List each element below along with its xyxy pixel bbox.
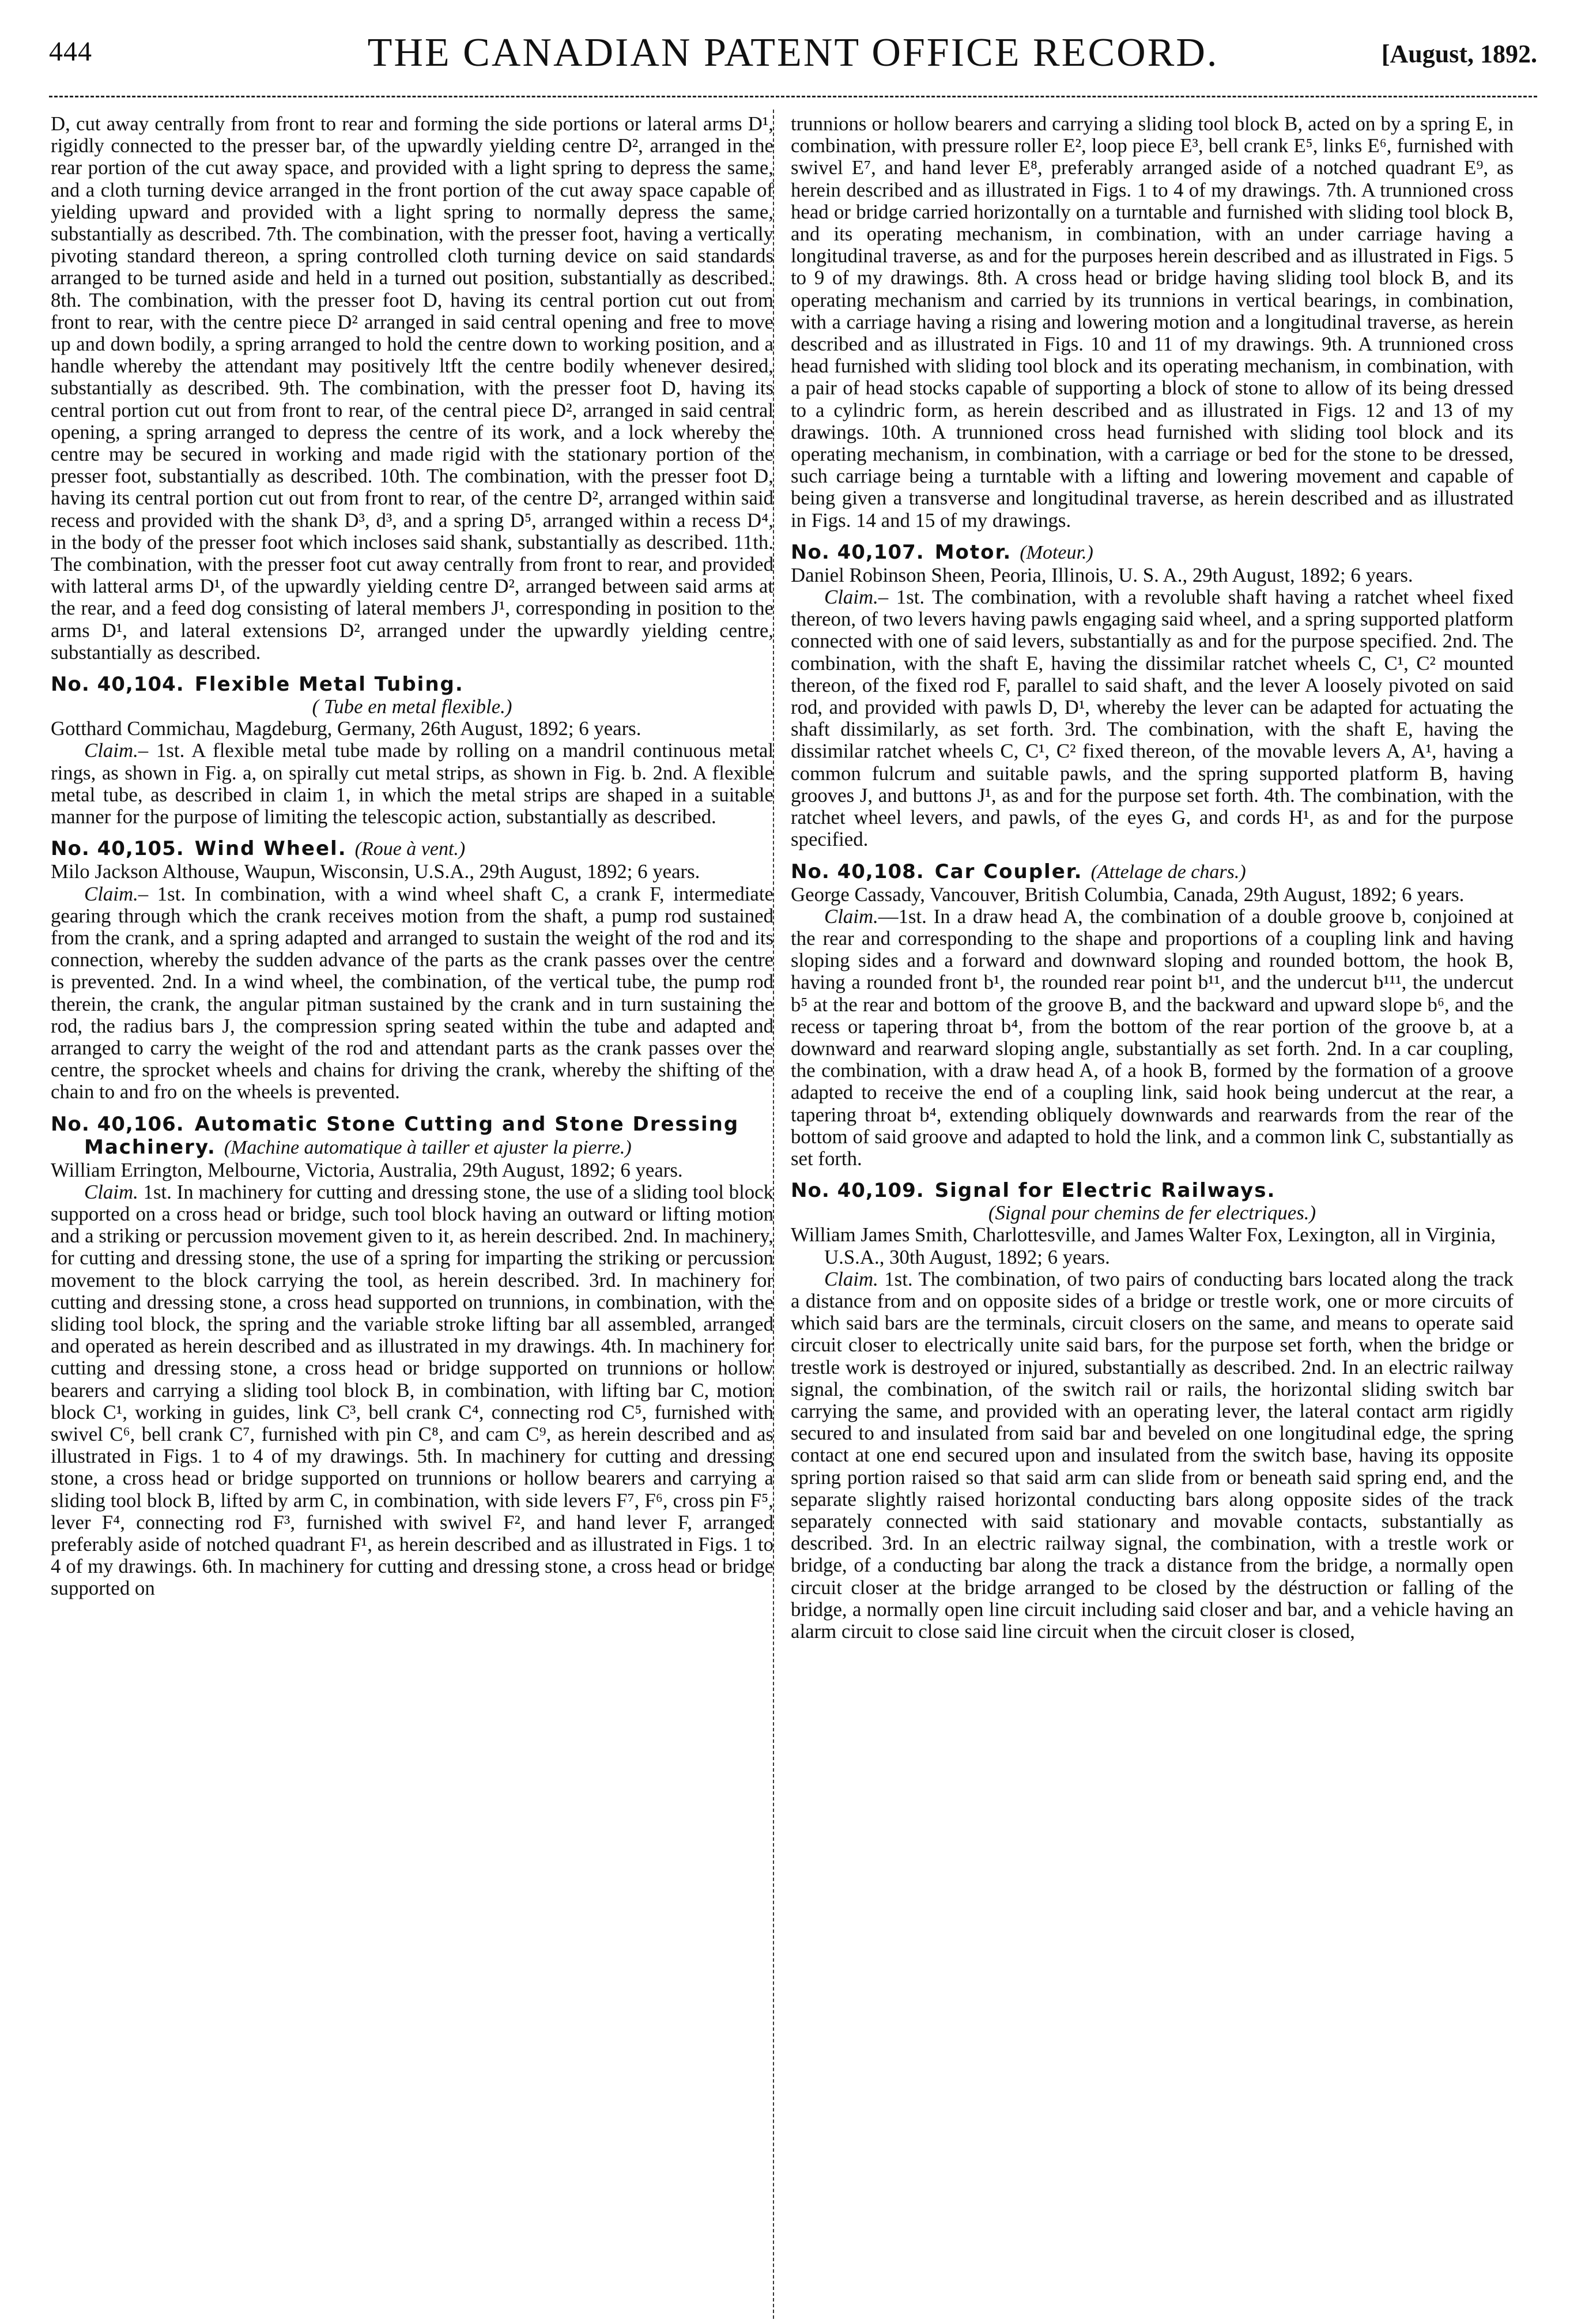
- french-title: (Signal pour chemins de fer electriques.): [988, 1201, 1316, 1225]
- french-title: (Machine automatique à tailler et ajuster la pierre.): [224, 1136, 632, 1158]
- claim-text: [791, 906, 1514, 1170]
- left-column: [51, 113, 773, 1600]
- inventor-line: Milo Jackson Althouse, Waupun, Wisconsin, U.S.A., 29th August, 1892; 6 years.: [51, 860, 700, 883]
- claim-text: [51, 883, 773, 1103]
- patent-number: No. 40,109.: [791, 1179, 924, 1203]
- masthead: [49, 30, 1537, 76]
- inventor-line: Gotthard Commichau, Magdeburg, Germany, 26th August, 1892; 6 years.: [51, 717, 641, 740]
- patent-entry-40108: [791, 860, 1514, 1170]
- patent-title: Automatic Stone Cutting and Stone Dressing Machinery.: [84, 1112, 739, 1159]
- inventor-line: William James Smith, Charlottesville, and James Walter Fox, Lexington, all in Virginia, U.S.A., 30th August, 1892; 6 years.: [791, 1223, 1496, 1268]
- claim-label: Claim.: [824, 586, 878, 609]
- claim-body: – 1st. A flexible metal tube made by rolling on a mandril continuous metal rings, as shown in Fig. a, on spirally cut metal strips, as shown in Fig. b. 2nd. A flexible metal tube, as described in claim 1, in which the metal strips are shaped in a suitable manner for the purpose of limiting the telescopic action, substantially as described.: [51, 739, 773, 828]
- patent-title: Flexible Metal Tubing.: [194, 673, 464, 696]
- patent-title: Car Coupler.: [934, 860, 1083, 883]
- patent-entry-40104: [51, 673, 773, 828]
- entry-heading: [791, 1179, 1514, 1202]
- french-title: (Moteur.): [1020, 541, 1093, 563]
- inventor-line: Daniel Robinson Sheen, Peoria, Illinois, U. S. A., 29th August, 1892; 6 years.: [791, 563, 1413, 586]
- continued-claims-text: D, cut away centrally from front to rear and forming the side portions or lateral arms D¹, rigidly connected to the presser bar, of the upwardly yielding centre D², arranged in the rear portion of the cut away space, and provided with a light spring to depress the same, and a cloth turning device arranged in the front portion of the cut away space capable of yielding upward and provided with a light spring to normally depress the same, substantially as described. 7th. The combination, with the presser foot, having a vertically pivoting standard thereon, a spring controlled cloth turning device on said standards arranged to be turned aside and held in a turned out position, substantially as described. 8th. The combination, with the presser foot D, having its central portion cut out from front to rear, with the centre piece D² arranged in said central opening and free to move up and down bodily, a spring arranged to hold the centre down to working position, and a handle whereby the attendant may positively ltft the centre bodily whenever desired, substantially as described. 9th. The combination, with the presser foot D, having its central portion cut out from front to rear, of the central piece D², arranged in said central opening, a spring arranged to depress the centre of its work, and a lock whereby the centre may be secured in working and made rigid with the stationary portion of the presser foot, substantially as described. 10th. The combination, with the presser foot D, having its central portion cut out from front to rear, of the centre D², arranged within said recess and provided with the shank D³, d³, and a spring D⁵, arranged within a recess D⁴, in the body of the presser foot which incloses said shank, substantially as described. 11th. The combination, with the presser foot cut away centrally from front to rear, and provided with latteral arms D¹, of the upwardly yielding centre D², arranged between said arms at the rear, and a feed dog consisting of lateral members J¹, corresponding in position to the arms D¹, and lateral extensions D², arranged under the upwardly yielding centre, substantially as described.: [51, 112, 773, 664]
- claim-body: – 1st. In combination, with a wind wheel shaft C, a crank F, intermediate gearing through which the crank receives motion from the shaft, a pump rod sustained from the crank, and a spring adapted and arranged to sustain the weight of the rod and its connection, whereby the sudden advance of the parts as the crank passes over the centre is prevented. 2nd. In a wind wheel, the combination, of the vertical tube, the pump rod therein, the crank, the angular pitman sustained by the crank and in turn sustaining the rod, the radius bars J, the compression spring seated within the tube and adapted and arranged to carry the weight of the rod and attendant parts as the crank passes over the centre, the sprocket wheels and chains for driving the crank, whereby the shifting of the chain to and fro on the wheels is prevented.: [51, 882, 773, 1103]
- french-title: ( Tube en metal flexible.): [312, 695, 512, 718]
- french-title: (Roue à vent.): [354, 838, 466, 860]
- patent-title: Wind Wheel.: [194, 837, 347, 861]
- patent-title: Motor.: [934, 540, 1012, 564]
- entry-heading: [51, 837, 773, 861]
- claim-body: 1st. The combination, of two pairs of conducting bars located along the track a distance from and on opposite sides of a bridge or trestle work, one or more circuits of which said bars are the terminals, circuit closers on the same, and means to operate said circuit closer to electrically unite said bars, for the purpose set forth, when the bridge or trestle work is destroyed or injured, substantially as described. 2nd. In an electric railway signal, the combination, of the switch rail or rails, the horizontal sliding switch bar carrying the same, and provided with an operating lever, the lateral contact arm rigidly secured to and insulated from said bar and beveled on one longitudinal edge, the spring contact at one end secured upon and insulated from the switch base, having its opposite spring portion raised so that said arm can slide from or beneath said spring end, and the separate slightly raised horizontal conducting bars along opposite sides of the track separately connected with said stationary and movable contacts, substantially as described. 3rd. In an electric railway signal, the combination, with a trestle work or bridge, of a conducting bar along the track a distance from the bridge, a normally open circuit closer at the bridge arranged to be closed by the déstruction or falling of the bridge, a normally open line circuit including said closer and bar, and a vehicle having an alarm circuit to close said line circuit when the circuit closer is closed,: [791, 1267, 1514, 1643]
- patent-entry-40109: [791, 1179, 1514, 1643]
- patent-entry-40105: [51, 837, 773, 1103]
- claim-text: [51, 740, 773, 828]
- claim-body: —1st. In a draw head A, the combination of a double groove b, conjoined at the rear and corresponding to the shape and proportions of a coupling link and having sloping sides and a forward and downward sloping and rounded bottom, the hook B, having a rounded front b¹, the rounded rear point b¹¹, and the undercut b¹¹¹, the undercut b⁵ at the rear and bottom of the groove B, and the backward and upward slope b⁶, and the recess or tapering throat b⁴, from the bottom of the rear portion of the groove b, at a downward and rearward sloping angle, substantially as set forth. 2nd. In a car coupling, the combination, with a draw head A, of a hook B, formed by the formation of a groove adapted to receive the end of a coupling link, said hook being undercut at the rear, a tapering throat b⁴, extending obliquely downwards and rearwards from the rear of the bottom of said groove and adapted to hold the link, and a common link C, substantially as set forth.: [791, 905, 1514, 1170]
- right-column: [791, 113, 1514, 1643]
- header-rule: [49, 96, 1537, 97]
- french-title: (Attelage de chars.): [1090, 861, 1246, 883]
- entry-heading: [791, 860, 1514, 884]
- claim-body: 1st. In machinery for cutting and dressing stone, the use of a sliding tool block supported on a cross head or bridge, such tool block having an outward or lifting motion and a striking or percussion movement given to it, as herein described. 2nd. In machinery, for cutting and dressing stone, the use of a spring for imparting the striking or percussion movement to the block carrying the tool, as herein described. 3rd. In machinery for cutting and dressing stone, a cross head supported on trunnions, in combination, with the sliding tool block, the spring and the variable stroke lifting bar all assembled, arranged and operated as herein described and as illustrated in my drawings. 4th. In machinery for cutting and dressing stone, a cross head or bridge supported on trunnions or hollow bearers and carrying a sliding tool block B, in combination, with lifting bar C, motion block C¹, working in guides, link C³, bell crank C⁴, connecting rod C⁵, furnished with swivel C⁶, bell crank C⁷, furnished with pin C⁸, and cam C⁹, as herein described and as illustrated in Figs. 1 to 4 of my drawings. 5th. In machinery for cutting and dressing stone, a cross head or bridge supported on trunnions or hollow bearers and carrying a sliding tool block B, lifted by arm C, in combination, with side levers F⁷, F⁶, cross pin F⁵, lever F⁴, connecting rod F³, furnished with swivel F², and hand lever F, arranged preferably aside of notched quadrant F¹, as herein described and as illustrated in Figs. 1 to 4 of my drawings. 6th. In machinery for cutting and dressing stone, a cross head or bridge supported on: [51, 1180, 773, 1600]
- claim-label: Claim.: [84, 882, 138, 905]
- patent-entry-40107: [791, 541, 1514, 851]
- patent-number: No. 40,106.: [51, 1112, 184, 1136]
- claim-label: Claim.: [84, 1180, 138, 1203]
- continued-claims-text: trunnions or hollow bearers and carrying a sliding tool block B, acted on by a spring E, in combination, with pressure roller E², loop piece E³, bell crank E⁵, links E⁶, furnished with swivel E⁷, and hand lever E⁸, preferably arranged aside of a notched quadrant E⁹, as herein described and as illustrated in Figs. 1 to 4 of my drawings. 7th. A trunnioned cross head or bridge carried horizontally on a turntable and furnished with sliding tool block B, and its operating mechanism, in combination, with an under carriage having a longitudinal traverse, as and for the purposes herein described and as illustrated in Figs. 5 to 9 of my drawings. 8th. A cross head or bridge having sliding tool block B, and its operating mechanism and carried by its trunnions in vertical bearings, in combination, with a carriage having a rising and lowering motion and a longitudinal traverse, as herein described and as illustrated in Figs. 10 and 11 of my drawings. 9th. A trunnioned cross head furnished with sliding tool block and its operating mechanism, in combination, with a pair of head stocks capable of supporting a block of stone to allow of its being dressed to a cylindric form, as herein described and as illustrated in Figs. 12 and 13 of my drawings. 10th. A trunnioned cross head furnished with sliding tool block and its operating mechanism, in combination, with a carriage or bed for the stone to be dressed, such carriage being a turntable with a lifting and lowering movement and capable of being given a transverse and longitudinal traverse, as herein described and as illustrated in Figs. 14 and 15 of my drawings.: [791, 112, 1514, 532]
- journal-title: THE CANADIAN PATENT OFFICE RECORD.: [367, 31, 1219, 75]
- claim-label: Claim.: [84, 739, 138, 762]
- page-number: 444: [49, 36, 92, 67]
- patent-number: No. 40,107.: [791, 540, 924, 564]
- entry-heading: [791, 541, 1514, 564]
- patent-number: No. 40,104.: [51, 673, 184, 696]
- claim-text: [791, 586, 1514, 850]
- inventor-line: George Cassady, Vancouver, British Columbia, Canada, 29th August, 1892; 6 years.: [791, 883, 1465, 906]
- patent-entry-40106: [51, 1113, 773, 1600]
- inventor-line: William Errington, Melbourne, Victoria, Australia, 29th August, 1892; 6 years.: [51, 1158, 683, 1181]
- patent-number: No. 40,105.: [51, 837, 184, 861]
- claim-text: [51, 1181, 773, 1600]
- claim-label: Claim.: [824, 1267, 878, 1290]
- claim-body: – 1st. The combination, with a revoluble shaft having a ratchet wheel fixed thereon, of two levers having pawls engaging said wheel, and a spring supported platform connected with one of said levers, substantially as and for the purpose specified. 2nd. The combination, with the shaft E, having the dissimilar ratchet wheels C, C¹, C² mounted thereon, of the fixed rod F, parallel to said shaft, and the lever A loosely pivoted on said rod, and provided with pawls D, D¹, whereby the lever can be adapted for actuating the shaft dissimilarly, as set forth. 3rd. The combination, with the shaft E, having the dissimilar ratchet wheels C, C¹, C² fixed thereon, of the movable levers A, A¹, having a common fulcrum and suitable pawls, and the spring supported platform B, having grooves J, and buttons J¹, as and for the purpose set forth. 4th. The combination, with the ratchet wheel levers, and pawls, of the eyes G, and cords H¹, as and for the purpose specified.: [791, 586, 1514, 851]
- claim-label: Claim.: [824, 905, 878, 928]
- patent-title: Signal for Electric Railways.: [934, 1179, 1276, 1203]
- entry-heading: [51, 673, 773, 696]
- issue-date: [August, 1892.: [1381, 40, 1537, 68]
- claim-text: [791, 1268, 1514, 1643]
- patent-number: No. 40,108.: [791, 860, 924, 883]
- entry-heading: [51, 1113, 773, 1159]
